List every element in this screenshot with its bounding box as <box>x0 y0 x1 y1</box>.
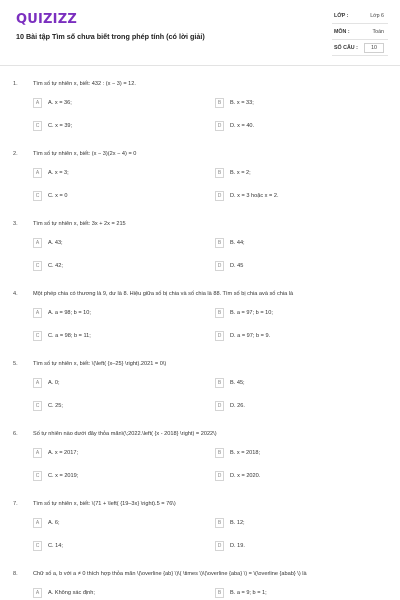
question-text: Tìm số tự nhiên x, biết: 432 : (x − 3) = 12. <box>33 81 136 87</box>
question-number: 5. <box>13 361 18 367</box>
option-letter-box: B <box>215 238 224 248</box>
question-item <box>0 276 400 346</box>
option-letter-box: D <box>215 471 224 481</box>
meta-key-class: LỚP : <box>334 13 349 19</box>
option-text: D. a = 97; b = 9. <box>230 332 271 339</box>
meta-row-class <box>332 10 388 24</box>
option-letter-box: B <box>215 518 224 528</box>
option-text: A. 43; <box>48 239 63 246</box>
option-letter-box: A <box>33 518 42 528</box>
question-item <box>0 136 400 206</box>
quizizz-logo: QUIZIZZ <box>16 12 77 27</box>
question-list <box>0 66 400 600</box>
meta-row-count <box>332 42 388 56</box>
question-text: Một phép chia có thương là 9, dư là 8. Hiệu giữa số bị chia và số chia là 88. Tìm số bị chia avà số chia là <box>33 291 294 297</box>
question-item <box>0 486 400 556</box>
question-text: Số tự nhiên nào dưới đây thỏa mãn\(\;2022.\left( {x - 2018} \right) = 2022\) <box>33 431 217 437</box>
option-letter-box: B <box>215 168 224 178</box>
option-letter-box: D <box>215 401 224 411</box>
option-letter-box: B <box>215 308 224 318</box>
option-letter-box: B <box>215 378 224 388</box>
option-letter-box: D <box>215 191 224 201</box>
question-number: 7. <box>13 501 18 507</box>
option-letter-box: C <box>33 261 42 271</box>
option-text: B. 44; <box>230 239 245 246</box>
option-letter-box: D <box>215 541 224 551</box>
option-letter-box: B <box>215 98 224 108</box>
option-text: D. x = 40. <box>230 122 255 129</box>
question-number: 8. <box>13 571 18 577</box>
question-number: 4. <box>13 291 18 297</box>
question-number: 3. <box>13 221 18 227</box>
option-text: B. a = 97; b = 10; <box>230 309 273 316</box>
option-text: D. 19. <box>230 542 245 549</box>
question-number: 6. <box>13 431 18 437</box>
option-letter-box: A <box>33 98 42 108</box>
option-letter-box: A <box>33 308 42 318</box>
option-letter-box: A <box>33 588 42 598</box>
option-letter-box: C <box>33 471 42 481</box>
option-text: A. 0; <box>48 379 60 386</box>
question-item <box>0 66 400 136</box>
meta-value-class: Lớp 6 <box>370 13 384 19</box>
option-text: C. 25; <box>48 402 63 409</box>
question-text: Chữ số a, b với a ≠ 0 thích hợp thỏa mãn \(\overline {ab} \)\( \times \)\(\overline {aba} \) = \(\overline {abab} \) là <box>33 571 307 577</box>
question-text: Tìm số tự nhiên x, biết: (x − 3)(2x − 4) = 0 <box>33 151 137 157</box>
option-text: A. Không xác định; <box>48 589 95 596</box>
option-text: C. x = 39; <box>48 122 73 129</box>
option-text: B. a = 9; b = 1; <box>230 589 267 596</box>
option-text: A. a = 98; b = 10; <box>48 309 91 316</box>
meta-value-count: 10 <box>364 43 384 53</box>
option-letter-box: A <box>33 238 42 248</box>
question-item <box>0 346 400 416</box>
option-text: D. x = 3 hoặc x = 2. <box>230 192 279 199</box>
option-text: B. x = 33; <box>230 99 254 106</box>
option-letter-box: D <box>215 331 224 341</box>
option-text: B. x = 2; <box>230 169 251 176</box>
option-letter-box: D <box>215 121 224 131</box>
option-letter-box: B <box>215 448 224 458</box>
meta-key-subject: MÔN : <box>334 29 350 35</box>
option-letter-box: C <box>33 401 42 411</box>
option-letter-box: C <box>33 191 42 201</box>
meta-row-subject <box>332 26 388 40</box>
option-letter-box: C <box>33 331 42 341</box>
question-number: 1. <box>13 81 18 87</box>
question-number: 2. <box>13 151 18 157</box>
option-text: D. 26. <box>230 402 245 409</box>
option-letter-box: A <box>33 168 42 178</box>
option-letter-box: C <box>33 541 42 551</box>
option-letter-box: C <box>33 121 42 131</box>
option-text: A. x = 2017; <box>48 449 79 456</box>
question-text: Tìm số tự nhiên x, biết: \(\left( {x–25} \right).2021 = 0\) <box>33 361 167 367</box>
option-text: A. 6; <box>48 519 60 526</box>
option-text: C. x = 2019; <box>48 472 79 479</box>
document-meta-table <box>332 10 388 58</box>
option-text: C. x = 0 <box>48 192 68 199</box>
question-item <box>0 556 400 600</box>
option-text: C. a = 98; b = 11; <box>48 332 91 339</box>
option-text: A. x = 3; <box>48 169 69 176</box>
option-text: D. 45 <box>230 262 244 269</box>
option-text: C. 14; <box>48 542 63 549</box>
option-text: B. 45; <box>230 379 245 386</box>
document-title: 10 Bài tập Tìm số chưa biết trong phép tính (có lời giải) <box>16 32 205 41</box>
option-letter-box: B <box>215 588 224 598</box>
option-letter-box: D <box>215 261 224 271</box>
option-text: C. 42; <box>48 262 63 269</box>
option-text: B. x = 2018; <box>230 449 261 456</box>
question-item <box>0 416 400 486</box>
document-header <box>0 0 400 66</box>
option-text: D. x = 2020. <box>230 472 261 479</box>
option-letter-box: A <box>33 448 42 458</box>
meta-value-subject: Toán <box>372 29 384 35</box>
meta-key-count: SỐ CÂU : <box>334 45 358 51</box>
option-letter-box: A <box>33 378 42 388</box>
question-text: Tìm số tự nhiên x, biết: \(71 + \left( {19–3x} \right).5 = 76\) <box>33 501 176 507</box>
question-item <box>0 206 400 276</box>
option-text: B. 12; <box>230 519 245 526</box>
question-text: Tìm số tự nhiên x, biết: 3x + 2x = 215 <box>33 221 126 227</box>
option-text: A. x = 36; <box>48 99 72 106</box>
